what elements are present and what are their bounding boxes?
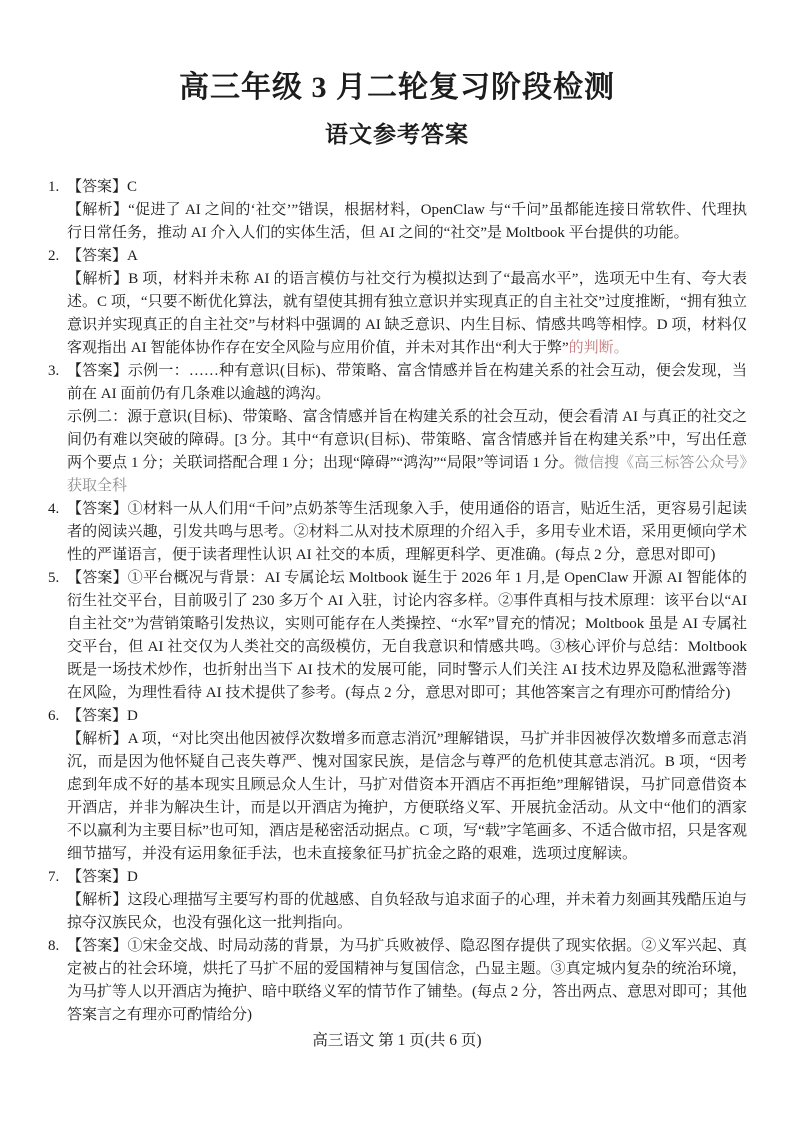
text-segment: 【答案】示例一：……种有意识(目标)、带策略、富含情感并旨在构建关系的社会互动，便会发现，当前在 AI 面前仍有几条难以逾越的鸿沟。 (67, 363, 747, 402)
answer-item (48, 866, 747, 935)
text-segment: 【答案】A (67, 248, 138, 264)
answer-paragraph (67, 245, 747, 268)
text-segment: 【解析】A 项，“对比突出他因被俘次数增多而意志消沉”理解错误，马扩并非因被俘次数增多而意志消沉，而是因为他怀疑自己丧失尊严、愧对国家民族，是信念与尊严的危机使其意志消沉。B 项，“因考虑到年成不好的基本现实且顾忌众人生计，马扩对借资本开酒店不再拒绝”理解错误，马扩同意借资本开酒店，并非为解决生计，而是以开酒店为掩护，方便联络义军、开展抗金活动。从文中“他们的酒家不以赢利为主要目标”也可知，酒店是秘密活动据点。C 项，写“载”字笔画多、不适合做市招，只是客观细节描写，并没有运用象征手法，也未直接象征马扩抗金之路的艰难，选项过度解读。 (67, 731, 747, 862)
text-segment: 【答案】①材料一从人们用“千问”点奶茶等生活现象入手，使用通俗的语言，贴近生活，更容易引起读者的阅读兴趣，引发共鸣与思考。②材料二从对技术原理的介绍入手，多用专业术语，采用更倾向学术性的严谨语言，便于读者理性认识 AI 社交的本质，理解更科学、更准确。(每点 2 分，意思对即可) (67, 501, 747, 563)
text-segment: 【解析】这段心理描写主要写杓哥的优越感、自负轻敌与追求面子的心理，并未着力刻画其残酷压迫与掠夺汉族民众，也没有强化这一批判指向。 (67, 892, 747, 931)
text-segment: 【答案】D (67, 869, 138, 885)
answer-paragraph (67, 176, 747, 199)
answer-item (48, 935, 747, 1027)
text-segment: 微信搜《高三标答公众号》获取全科 (67, 455, 747, 494)
answer-paragraph (67, 498, 747, 567)
page-title: 高三年级 3 月二轮复习阶段检测 (179, 71, 615, 104)
text-segment: 【解析】B 项，材料并未称 AI 的语言模仿与社交行为模拟达到了“最高水平”，选项无中生有、夸大表述。C 项，“只要不断优化算法，就有望使其拥有独立意识并实现真正的自主社交”过度推断，“拥有独立意识并实现真正的自主社交”与材料中强调的 AI 缺乏意识、内生目标、情感共鸣等相悖。D 项，材料仅客观指出 AI 智能体协作存在安全风险与应用价值，并未对其作出“利大于弊” (67, 271, 747, 356)
text-segment: 【答案】C (67, 179, 138, 195)
answer-item (48, 245, 747, 360)
text-segment: 【答案】D (67, 708, 138, 724)
item-number: 7. (48, 869, 60, 885)
page-subtitle: 语文参考答案 (325, 122, 469, 147)
answer-paragraph (67, 935, 747, 1027)
answer-paragraph (67, 866, 747, 889)
answers-list (48, 176, 747, 1027)
answer-paragraph (67, 199, 747, 245)
answer-paragraph (67, 728, 747, 866)
text-segment: 【答案】①平台概况与背景：AI 专属论坛 Moltbook 诞生于 2026 年 1 月,是 OpenClaw 开源 AI 智能体的衍生社交平台，目前吸引了 230 多万个 AI 入驻，讨论内容多样。②事件真相与技术原理：该平台以“AI 自主社交”为营销策略引发热议，实则可能存在人类操控、“水军”冒充的情况；Moltbook 虽是 AI 专属社交平台，但 AI 社交仅为人类社交的高级模仿，无自我意识和情感共鸣。③核心评价与总结：Moltbook 既是一场技术炒作，也折射出当下 AI 技术的发展可能，同时警示人们关注 AI 技术边界及隐私泄露等潜在风险，为理性看待 AI 技术提供了参考。(每点 2 分，意思对即可；其他答案言之有理亦可酌情给分) (67, 570, 747, 701)
page-footer: 高三语文 第 1 页(共 6 页) (312, 1032, 482, 1049)
item-number: 5. (48, 570, 60, 586)
text-segment: 【答案】①宋金交战、时局动荡的背景，为马扩兵败被俘、隐忍图存提供了现实依据。②义军兴起、真定被占的社会环境，烘托了马扩不屈的爱国精神与复国信念，凸显主题。③真定城内复杂的统治环境，为马扩等人以开酒店为掩护、暗中联络义军的情节作了铺垫。(每点 2 分，答出两点、意思对即可；其他答案言之有理亦可酌情给分) (67, 938, 747, 1023)
answer-paragraph (67, 889, 747, 935)
answer-item (48, 705, 747, 866)
item-number: 3. (48, 363, 60, 379)
answer-item (48, 360, 747, 498)
text-segment: 示例二：源于意识(目标)、带策略、富含情感并旨在构建关系的社会互动，便会看清 AI 与真正的社交之间仍有难以突破的障碍。[3 分。其中“有意识(目标)、带策略、富含情感并旨在构建关系”中，写出任意两个要点 1 分；关联词搭配合理 1 分；出现“障碍”“鸿沟”“局限”等词语 1 分。 (67, 409, 747, 471)
answer-paragraph (67, 360, 747, 406)
answer-paragraph (67, 268, 747, 360)
item-number: 8. (48, 938, 60, 954)
text-segment: 的判断。 (568, 340, 629, 356)
item-number: 4. (48, 501, 60, 517)
item-number: 2. (48, 248, 60, 264)
answer-item (48, 567, 747, 705)
answer-item (48, 498, 747, 567)
answer-item (48, 176, 747, 245)
answer-paragraph (67, 406, 747, 498)
item-number: 1. (48, 179, 60, 195)
item-number: 6. (48, 708, 60, 724)
answer-paragraph (67, 705, 747, 728)
text-segment: 【解析】“促进了 AI 之间的‘社交’”错误，根据材料，OpenClaw 与“千问”虽都能连接日常软件、代理执行日常任务，推动 AI 介入人们的实体生活，但 AI 之间的“社交”是 Moltbook 平台提供的功能。 (67, 202, 747, 241)
answer-paragraph (67, 567, 747, 705)
